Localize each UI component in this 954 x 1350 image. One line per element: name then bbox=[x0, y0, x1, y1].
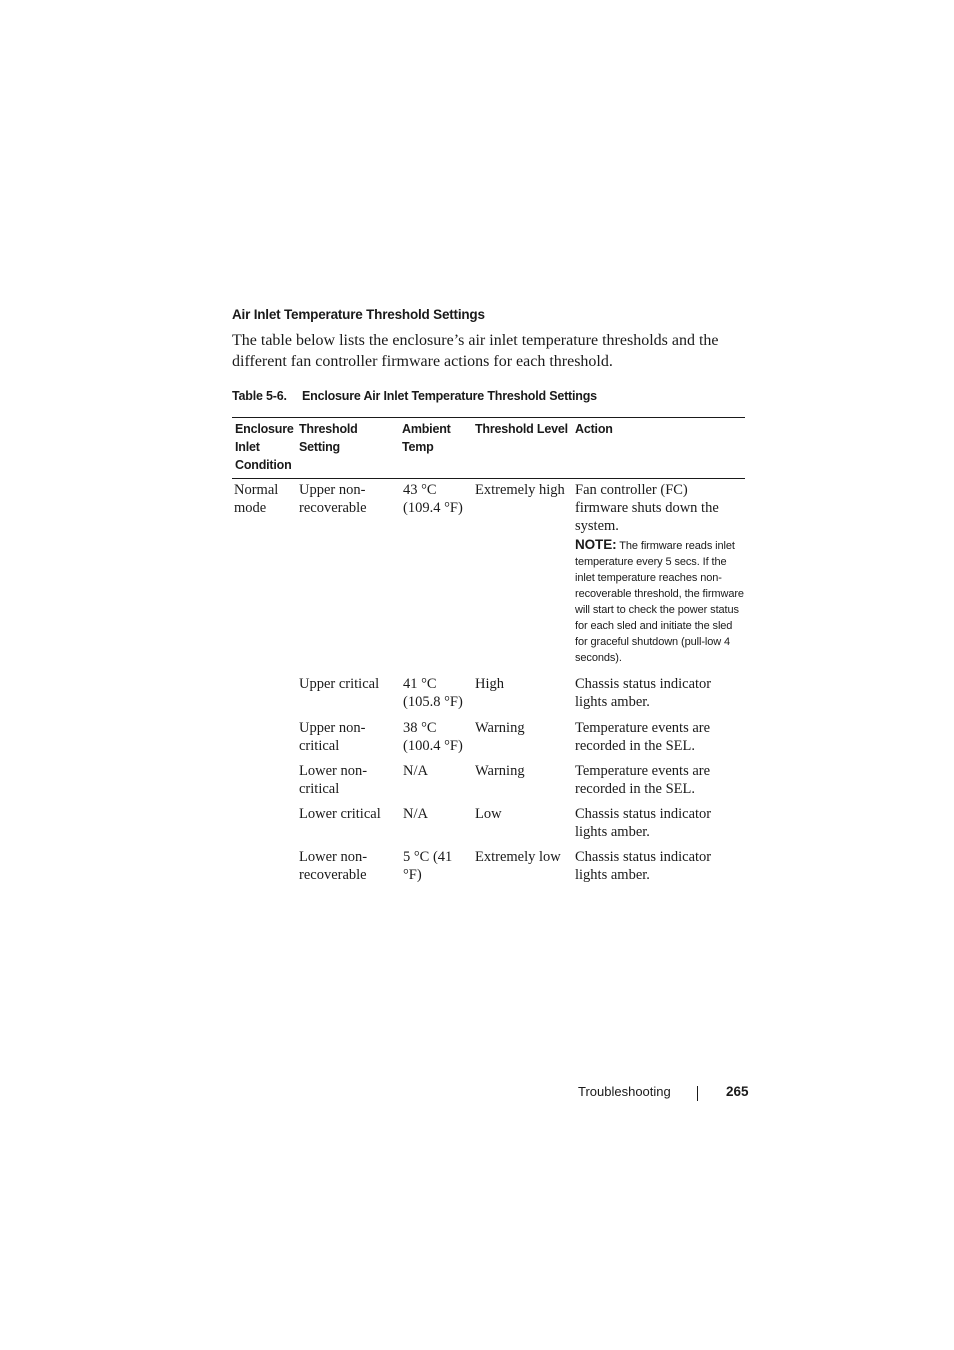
section-heading: Air Inlet Temperature Threshold Settings bbox=[232, 307, 485, 322]
cell-action: Fan controller (FC) firmware shuts down the system. bbox=[575, 482, 719, 534]
table-header-rule bbox=[232, 478, 745, 479]
intro-paragraph: The table below lists the enclosure’s air inlet temperature thresholds and the different fan controller firmware actions for each threshold. bbox=[232, 332, 719, 370]
cell-setting: Upper critical bbox=[299, 676, 380, 692]
cell-condition: Normal mode bbox=[234, 482, 279, 516]
cell-setting: Lower non-critical bbox=[299, 763, 368, 797]
header-setting: Threshold Setting bbox=[299, 422, 358, 454]
cell-action: Chassis status indicator lights amber. bbox=[575, 676, 712, 710]
cell-level: Warning bbox=[475, 720, 525, 736]
header-action: Action bbox=[575, 422, 613, 436]
cell-action: Temperature events are recorded in the SEL. bbox=[575, 720, 711, 754]
cell-temp: N/A bbox=[403, 763, 428, 779]
cell-level: Low bbox=[475, 806, 502, 822]
cell-action: Temperature events are recorded in the SEL. bbox=[575, 763, 711, 797]
table-caption bbox=[232, 389, 597, 403]
footer-chapter-label: Troubleshooting bbox=[578, 1084, 671, 1099]
note-label: NOTE: bbox=[575, 537, 617, 552]
cell-level: High bbox=[475, 676, 504, 692]
cell-setting: Upper non-recoverable bbox=[299, 482, 367, 516]
page-number: 265 bbox=[726, 1084, 749, 1099]
note-text: The firmware reads inlet temperature every 5 secs. If the inlet temperature reaches non-recoverable threshold, the firmware will start to check the power status for each sled and initiate the sled for graceful shutdown (pull-low 4 seconds). bbox=[575, 540, 744, 664]
cell-level: Warning bbox=[475, 763, 525, 779]
table-top-rule bbox=[232, 417, 745, 418]
cell-setting: Lower critical bbox=[299, 806, 381, 822]
table-caption-number: Table 5-6. bbox=[232, 389, 287, 403]
cell-temp: 41 °C (105.8 °F) bbox=[403, 676, 463, 710]
cell-temp: 5 °C (41 °F) bbox=[403, 849, 453, 883]
cell-level: Extremely low bbox=[475, 849, 561, 865]
cell-setting: Lower non-recoverable bbox=[299, 849, 368, 883]
header-condition: Enclosure Inlet Condition bbox=[235, 422, 294, 472]
header-level: Threshold Level bbox=[475, 422, 568, 436]
header-ambient-temp: Ambient Temp bbox=[402, 422, 451, 454]
cell-temp: 43 °C (109.4 °F) bbox=[403, 482, 463, 516]
cell-action: Chassis status indicator lights amber. bbox=[575, 849, 712, 883]
cell-setting: Upper non-critical bbox=[299, 720, 366, 754]
cell-temp: N/A bbox=[403, 806, 428, 822]
footer-separator bbox=[697, 1086, 698, 1101]
cell-action: Chassis status indicator lights amber. bbox=[575, 806, 712, 840]
note-block bbox=[575, 537, 747, 666]
table-caption-title: Enclosure Air Inlet Temperature Threshold Settings bbox=[302, 389, 597, 403]
cell-temp: 38 °C (100.4 °F) bbox=[403, 720, 463, 754]
cell-level: Extremely high bbox=[475, 482, 565, 498]
